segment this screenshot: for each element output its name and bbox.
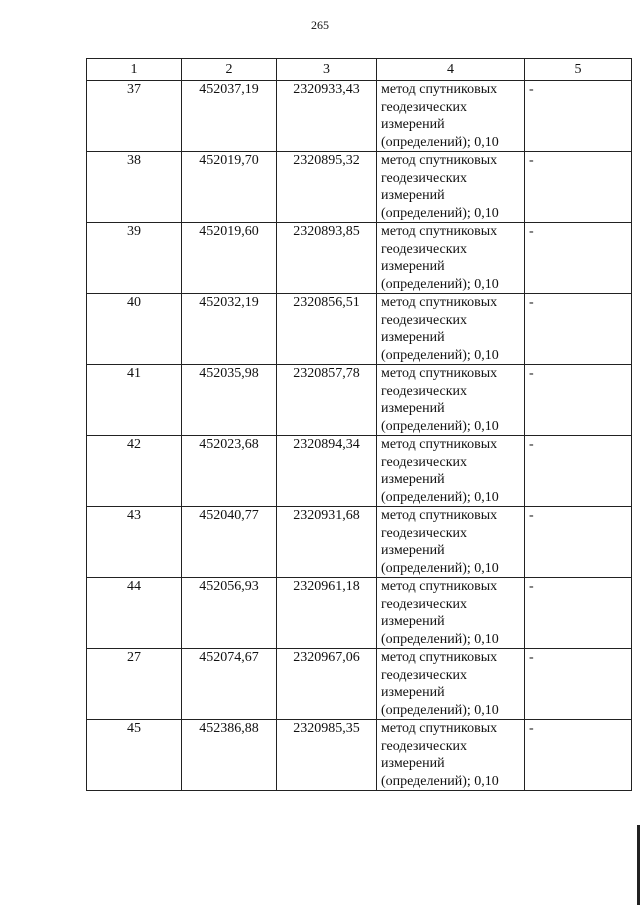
header-col-1: 1 [87, 59, 182, 81]
header-col-4: 4 [377, 59, 525, 81]
point-number: 27 [87, 649, 182, 720]
coord-x: 452023,68 [182, 436, 277, 507]
method-accuracy: метод спутниковых геодезических измерений (определений); 0,10 [377, 507, 525, 578]
table-row [87, 365, 632, 436]
coord-x: 452035,98 [182, 365, 277, 436]
table-row [87, 223, 632, 294]
coord-y: 2320961,18 [277, 578, 377, 649]
note: - [525, 294, 632, 365]
method-accuracy: метод спутниковых геодезических измерений (определений); 0,10 [377, 649, 525, 720]
coord-x: 452040,77 [182, 507, 277, 578]
table-row [87, 720, 632, 791]
point-number: 37 [87, 81, 182, 152]
method-accuracy: метод спутниковых геодезических измерений (определений); 0,10 [377, 578, 525, 649]
coord-x: 452386,88 [182, 720, 277, 791]
coord-x: 452019,60 [182, 223, 277, 294]
coord-x: 452074,67 [182, 649, 277, 720]
table-row [87, 507, 632, 578]
table-row [87, 578, 632, 649]
note: - [525, 365, 632, 436]
coord-x: 452019,70 [182, 152, 277, 223]
coord-y: 2320856,51 [277, 294, 377, 365]
method-accuracy: метод спутниковых геодезических измерений (определений); 0,10 [377, 294, 525, 365]
method-accuracy: метод спутниковых геодезических измерений (определений); 0,10 [377, 81, 525, 152]
coord-y: 2320967,06 [277, 649, 377, 720]
note: - [525, 223, 632, 294]
coordinates-table [86, 58, 632, 791]
header-col-2: 2 [182, 59, 277, 81]
note: - [525, 436, 632, 507]
coord-y: 2320857,78 [277, 365, 377, 436]
point-number: 43 [87, 507, 182, 578]
table-row [87, 81, 632, 152]
coord-y: 2320895,32 [277, 152, 377, 223]
method-accuracy: метод спутниковых геодезических измерений (определений); 0,10 [377, 152, 525, 223]
coord-x: 452056,93 [182, 578, 277, 649]
coord-y: 2320985,35 [277, 720, 377, 791]
point-number: 44 [87, 578, 182, 649]
note: - [525, 507, 632, 578]
note: - [525, 720, 632, 791]
note: - [525, 578, 632, 649]
page-number: 265 [311, 18, 329, 32]
coord-y: 2320894,34 [277, 436, 377, 507]
table-row [87, 649, 632, 720]
point-number: 39 [87, 223, 182, 294]
note: - [525, 649, 632, 720]
method-accuracy: метод спутниковых геодезических измерений (определений); 0,10 [377, 223, 525, 294]
method-accuracy: метод спутниковых геодезических измерений (определений); 0,10 [377, 365, 525, 436]
method-accuracy: метод спутниковых геодезических измерений (определений); 0,10 [377, 720, 525, 791]
note: - [525, 81, 632, 152]
point-number: 45 [87, 720, 182, 791]
point-number: 42 [87, 436, 182, 507]
point-number: 40 [87, 294, 182, 365]
table-row [87, 294, 632, 365]
coord-y: 2320933,43 [277, 81, 377, 152]
table-header-row [87, 59, 632, 81]
point-number: 41 [87, 365, 182, 436]
coord-x: 452032,19 [182, 294, 277, 365]
note: - [525, 152, 632, 223]
coord-y: 2320893,85 [277, 223, 377, 294]
point-number: 38 [87, 152, 182, 223]
table-row [87, 436, 632, 507]
table-row [87, 152, 632, 223]
coord-y: 2320931,68 [277, 507, 377, 578]
coord-x: 452037,19 [182, 81, 277, 152]
header-col-3: 3 [277, 59, 377, 81]
header-col-5: 5 [525, 59, 632, 81]
method-accuracy: метод спутниковых геодезических измерений (определений); 0,10 [377, 436, 525, 507]
